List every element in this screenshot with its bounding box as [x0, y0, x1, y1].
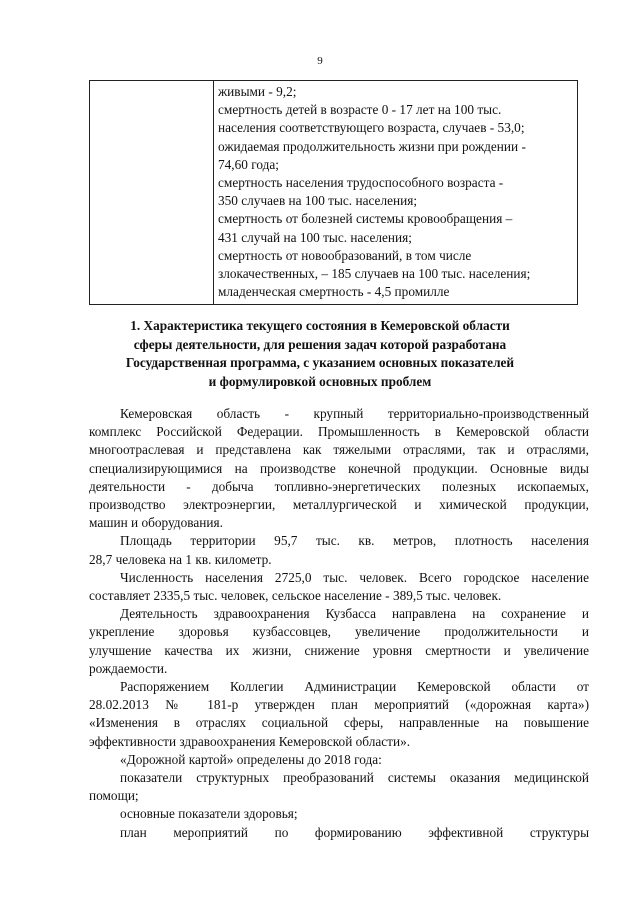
table-row [90, 81, 578, 305]
paragraph-line: составляет 2335,5 тыс. человек, сельское население - 389,5 тыс. человек. [89, 588, 502, 604]
table-line: 350 случаев на 100 тыс. населения; [218, 193, 418, 209]
table-line: 74,60 года; [218, 156, 279, 172]
table-line: живыми - 9,2; [218, 84, 297, 99]
heading-line: 1. Характеристика текущего состояния в Кемеровской области [130, 318, 510, 333]
paragraph-line: комплекс Российской Федерации. Промышленность в Кемеровской области [89, 424, 589, 440]
paragraph-line: улучшение качества их жизни, снижение уровня смертности и увеличение [89, 642, 589, 658]
paragraph-line: Площадь территории 95,7 тыс. кв. метров, плотность населения [120, 533, 589, 549]
paragraph-line: показатели структурных преобразований системы оказания медицинской [120, 770, 589, 786]
heading-line: и формулировкой основных проблем [208, 373, 432, 389]
paragraph-line: рождаемости. [89, 660, 168, 676]
paragraph-line: основные показатели здоровья; [120, 806, 298, 822]
indicators-table [89, 80, 578, 305]
paragraph-line: план мероприятий по формированию эффективной структуры [120, 824, 589, 840]
section-heading [0, 317, 640, 391]
paragraph-line: Распоряжением Коллегии Администрации Кемеровской области от [120, 679, 589, 695]
page-number: 9 [317, 55, 323, 67]
paragraph-line: 28.02.2013 № 181-р утвержден план мероприятий («дорожная карта») [89, 697, 589, 713]
paragraph-line: специализирующимися на производстве конечной продукции. Основные виды [89, 460, 589, 476]
paragraph-line: Численность населения 2725,0 тыс. человек. Всего городское население [120, 569, 589, 585]
table-cell-indicators [214, 81, 578, 305]
table-line: смертность от новообразований, в том числе [218, 247, 472, 263]
paragraph-line: «Дорожной картой» определены до 2018 года: [120, 751, 382, 767]
heading-line: Государственная программа, с указанием основных показателей [125, 355, 515, 370]
table-line: смертность населения трудоспособного возраста - [218, 175, 504, 191]
table-line: младенческая смертность - 4,5 промилле [218, 284, 450, 300]
body-text [89, 405, 589, 842]
paragraph-line: Деятельность здравоохранения Кузбасса направлена на сохранение и [120, 606, 589, 622]
paragraph-line: помощи; [89, 788, 139, 804]
paragraph-line: Кемеровская область - крупный территориально-производственный [120, 406, 589, 421]
table-line: населения соответствующего возраста, случаев - 53,0; [218, 120, 525, 136]
table-line: ожидаемая продолжительность жизни при рождении - [218, 138, 526, 154]
table-cell-empty [90, 81, 214, 305]
paragraph-line: машин и оборудования. [89, 515, 223, 531]
paragraph-line: 28,7 человека на 1 кв. километр. [89, 551, 272, 567]
paragraph-line: производство электроэнергии, металлургической и химической продукции, [89, 497, 589, 513]
paragraph-line: «Изменения в отраслях социальной сферы, направленные на повышение [89, 715, 589, 731]
paragraph-line: эффективности здравоохранения Кемеровской области». [89, 733, 411, 749]
paragraph-line: укрепление здоровья кузбассовцев, увеличение продолжительности и [89, 624, 589, 640]
table-line: злокачественных, – 185 случаев на 100 тыс. населения; [218, 266, 531, 282]
table-line: смертность от болезней системы кровообращения – [218, 211, 513, 227]
table-line: 431 случай на 100 тыс. населения; [218, 229, 412, 245]
paragraph-line: многоотраслевая и представлена как тяжелыми отраслями, так и отраслями, [89, 442, 589, 458]
heading-line: сферы деятельности, для решения задач которой разработана [133, 336, 507, 352]
paragraph-line: деятельности - добыча топливно-энергетических полезных ископаемых, [89, 478, 589, 494]
table-line: смертность детей в возрасте 0 - 17 лет на 100 тыс. [218, 102, 502, 118]
